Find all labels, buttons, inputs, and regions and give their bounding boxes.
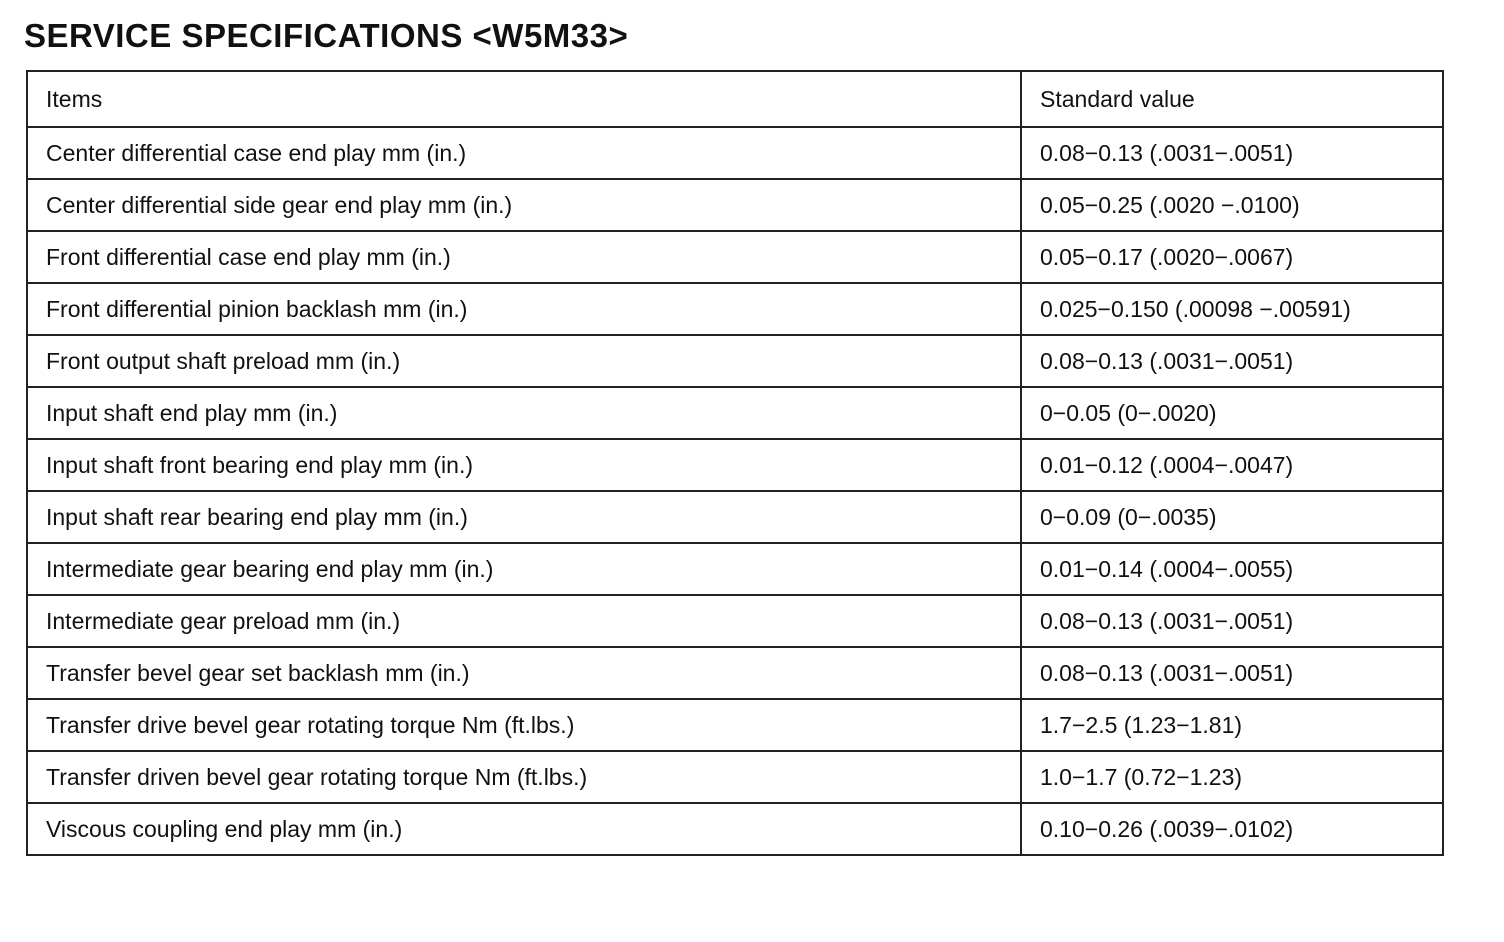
item-cell: Center differential case end play mm (in.) <box>27 127 1021 179</box>
item-cell: Front output shaft preload mm (in.) <box>27 335 1021 387</box>
value-cell: 0.10−0.26 (.0039−.0102) <box>1021 803 1443 855</box>
standard-value-column-header: Standard value <box>1021 71 1443 127</box>
value-cell: 0.025−0.150 (.00098 −.00591) <box>1021 283 1443 335</box>
value-cell: 0.05−0.25 (.0020 −.0100) <box>1021 179 1443 231</box>
value-cell: 0.08−0.13 (.0031−.0051) <box>1021 595 1443 647</box>
value-cell: 0−0.09 (0−.0035) <box>1021 491 1443 543</box>
header-row <box>27 71 1443 127</box>
table-row <box>27 699 1443 751</box>
table-row <box>27 387 1443 439</box>
table-row <box>27 179 1443 231</box>
value-cell: 0.08−0.13 (.0031−.0051) <box>1021 647 1443 699</box>
table-row <box>27 491 1443 543</box>
item-cell: Input shaft front bearing end play mm (in.) <box>27 439 1021 491</box>
items-column-header: Items <box>27 71 1021 127</box>
item-cell: Transfer bevel gear set backlash mm (in.) <box>27 647 1021 699</box>
spec-table <box>26 70 1444 856</box>
item-cell: Transfer drive bevel gear rotating torque Nm (ft.lbs.) <box>27 699 1021 751</box>
item-cell: Intermediate gear preload mm (in.) <box>27 595 1021 647</box>
value-cell: 0.08−0.13 (.0031−.0051) <box>1021 127 1443 179</box>
value-cell: 1.0−1.7 (0.72−1.23) <box>1021 751 1443 803</box>
value-cell: 0−0.05 (0−.0020) <box>1021 387 1443 439</box>
table-row <box>27 127 1443 179</box>
table-row <box>27 751 1443 803</box>
table-row <box>27 543 1443 595</box>
value-cell: 0.01−0.14 (.0004−.0055) <box>1021 543 1443 595</box>
table-row <box>27 595 1443 647</box>
item-cell: Intermediate gear bearing end play mm (in.) <box>27 543 1021 595</box>
table-row <box>27 283 1443 335</box>
item-cell: Transfer driven bevel gear rotating torque Nm (ft.lbs.) <box>27 751 1021 803</box>
item-cell: Input shaft end play mm (in.) <box>27 387 1021 439</box>
table-row <box>27 647 1443 699</box>
value-cell: 0.08−0.13 (.0031−.0051) <box>1021 335 1443 387</box>
table-row <box>27 335 1443 387</box>
table-row <box>27 231 1443 283</box>
item-cell: Viscous coupling end play mm (in.) <box>27 803 1021 855</box>
item-cell: Front differential pinion backlash mm (in.) <box>27 283 1021 335</box>
page-title: SERVICE SPECIFICATIONS <W5M33> <box>24 17 629 54</box>
item-cell: Input shaft rear bearing end play mm (in.) <box>27 491 1021 543</box>
table-row <box>27 439 1443 491</box>
item-cell: Center differential side gear end play mm (in.) <box>27 179 1021 231</box>
table-row <box>27 803 1443 855</box>
item-cell: Front differential case end play mm (in.) <box>27 231 1021 283</box>
value-cell: 0.01−0.12 (.0004−.0047) <box>1021 439 1443 491</box>
value-cell: 1.7−2.5 (1.23−1.81) <box>1021 699 1443 751</box>
value-cell: 0.05−0.17 (.0020−.0067) <box>1021 231 1443 283</box>
